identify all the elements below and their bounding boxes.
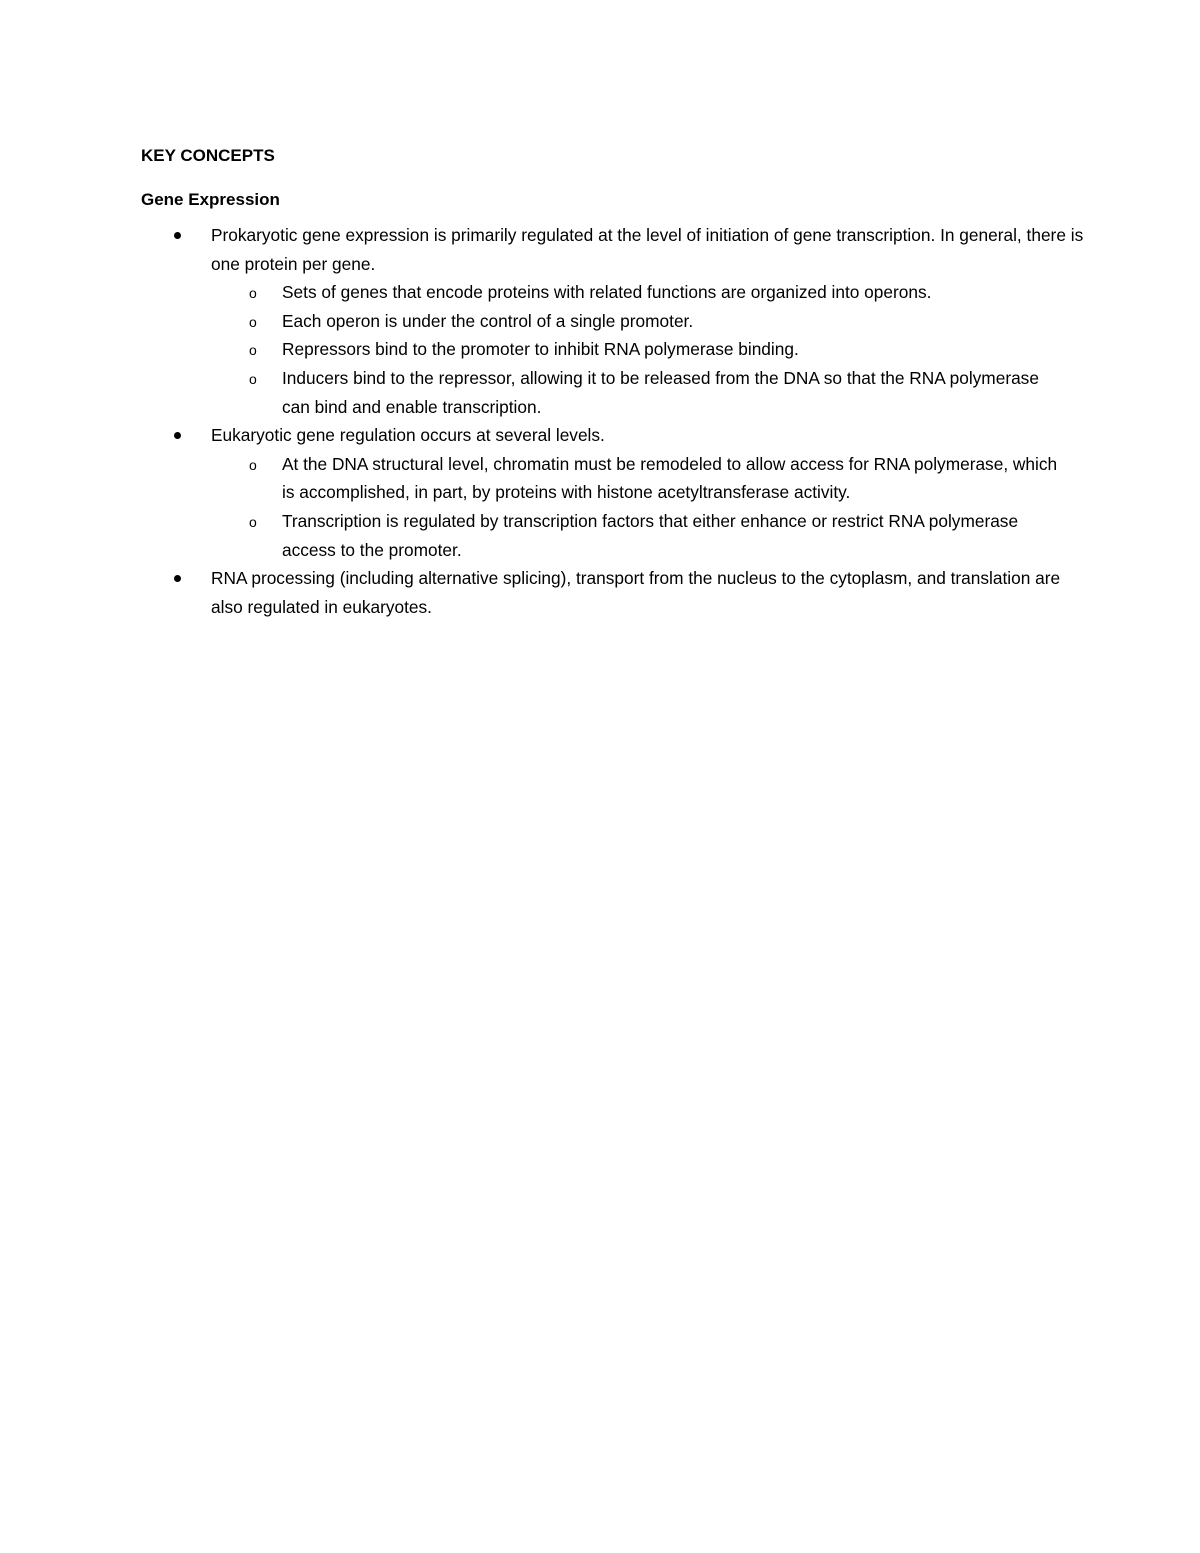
sub-list-item-text: Transcription is regulated by transcription factors that either enhance or restrict RNA polymerase access to the promoter. [282, 510, 1019, 560]
bullet-icon [174, 232, 181, 239]
list-item-text: Eukaryotic gene regulation occurs at several levels. [211, 425, 605, 446]
list-item [141, 421, 1091, 564]
bullet-icon [174, 432, 181, 439]
sub-list-item [211, 507, 1062, 564]
list-item [141, 564, 1091, 621]
hollow-bullet-icon: o [249, 342, 257, 359]
sub-list-item-text: Sets of genes that encode proteins with related functions are organized into operons. [282, 282, 932, 303]
sub-list-item [211, 450, 1062, 507]
sub-list-item [211, 335, 1062, 364]
sub-list [211, 278, 1091, 421]
section-heading: Gene Expression [141, 190, 280, 209]
document-body [141, 143, 1084, 621]
sub-list-item-text: Inducers bind to the repressor, allowing it to be released from the DNA so that the RNA polymerase can bind and enable transcription. [282, 367, 1039, 417]
sub-list [211, 450, 1091, 564]
sub-list-item [211, 278, 1062, 307]
list-item [141, 221, 1091, 421]
hollow-bullet-icon: o [249, 285, 257, 302]
key-concepts-list [141, 221, 1084, 621]
hollow-bullet-icon: o [249, 513, 257, 530]
list-item-text: Prokaryotic gene expression is primarily regulated at the level of initiation of gene transcription. In general, there is one protein per gene. [211, 225, 1084, 274]
sub-list-item-text: At the DNA structural level, chromatin must be remodeled to allow access for RNA polymerase, which is accomplished, in part, by proteins with histone acetyltransferase activity. [282, 453, 1058, 503]
bullet-icon [174, 575, 181, 582]
document-title: KEY CONCEPTS [141, 146, 275, 165]
sub-list-item [211, 307, 1062, 336]
list-item-text: RNA processing (including alternative splicing), transport from the nucleus to the cytoplasm, and translation are also regulated in eukaryotes. [211, 568, 1061, 617]
hollow-bullet-icon: o [249, 370, 257, 387]
hollow-bullet-icon: o [249, 456, 257, 473]
sub-list-item-text: Each operon is under the control of a single promoter. [282, 310, 694, 331]
sub-list-item-text: Repressors bind to the promoter to inhibit RNA polymerase binding. [282, 339, 799, 360]
hollow-bullet-icon: o [249, 313, 257, 330]
sub-list-item [211, 364, 1062, 421]
